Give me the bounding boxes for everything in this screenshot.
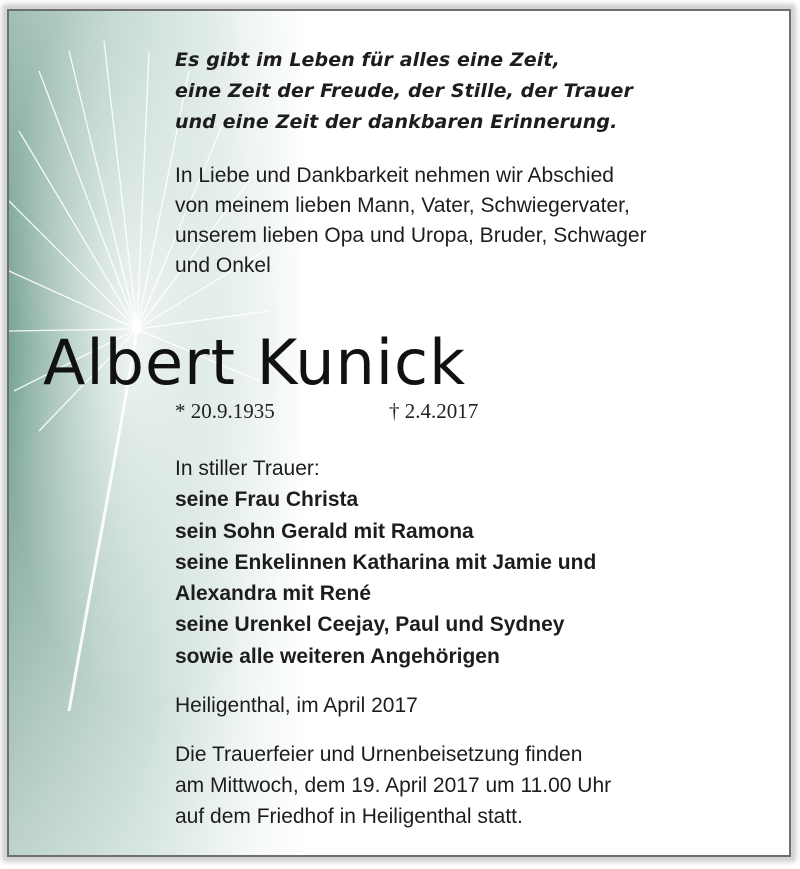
mourner-line: sowie alle weiteren Angehörigen	[175, 644, 500, 668]
mourners-heading: In stiller Trauer:	[175, 457, 320, 480]
service-line: Die Trauerfeier und Urnenbeisetzung finden	[175, 743, 583, 766]
mourner-line: seine Urenkel Ceejay, Paul und Sydney	[175, 613, 565, 637]
intro-line: und Onkel	[175, 254, 271, 277]
obituary-card	[7, 9, 791, 857]
mourners-list	[175, 453, 596, 672]
verse-line: und eine Zeit der dankbaren Erinnerung.	[175, 111, 618, 133]
farewell-intro	[175, 161, 647, 281]
mourner-line: sein Sohn Gerald mit Ramona	[175, 519, 474, 543]
intro-line: In Liebe und Dankbarkeit nehmen wir Abschied	[175, 164, 614, 187]
service-line: am Mittwoch, dem 19. April 2017 um 11.00 Uhr	[175, 774, 612, 797]
funeral-service-info	[175, 739, 611, 832]
place-and-date: Heiligenthal, im April 2017	[175, 694, 418, 717]
mourner-line: Alexandra mit René	[175, 582, 372, 606]
verse-line: eine Zeit der Freude, der Stille, der Trauer	[175, 80, 633, 102]
service-line: auf dem Friedhof in Heiligenthal statt.	[175, 805, 523, 828]
verse-line: Es gibt im Leben für alles eine Zeit,	[175, 49, 560, 71]
birth-date: * 20.9.1935	[175, 399, 275, 423]
verse	[175, 45, 633, 138]
intro-line: unserem lieben Opa und Uropa, Bruder, Schwager	[175, 224, 647, 247]
deceased-name: Albert Kunick	[43, 326, 467, 399]
life-dates	[175, 399, 535, 429]
intro-line: von meinem lieben Mann, Vater, Schwiegervater,	[175, 194, 630, 217]
death-date: † 2.4.2017	[389, 399, 479, 423]
mourner-line: seine Enkelinnen Katharina mit Jamie und	[175, 550, 597, 574]
mourner-line: seine Frau Christa	[175, 488, 359, 512]
